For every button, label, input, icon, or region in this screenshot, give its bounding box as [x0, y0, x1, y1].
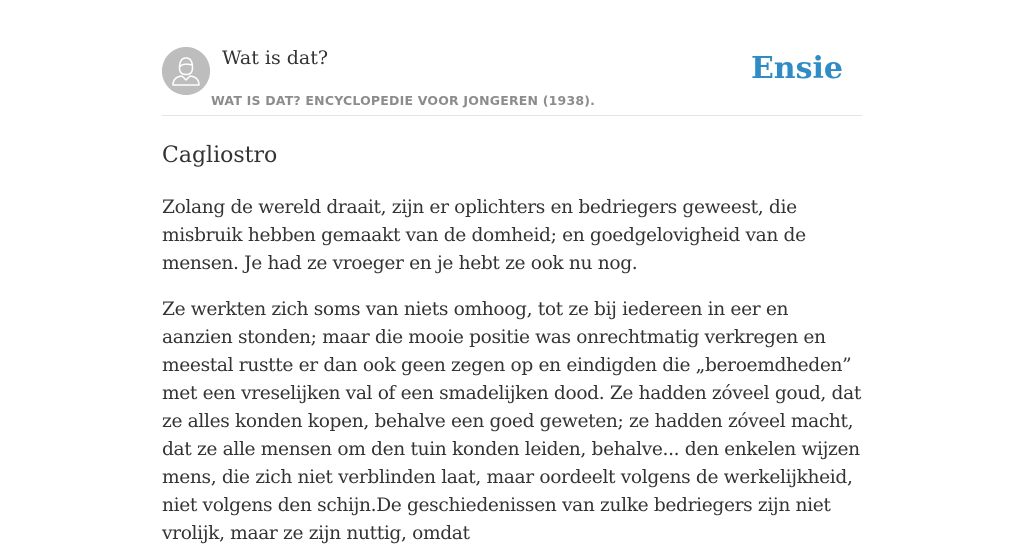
user-avatar-icon[interactable] — [162, 47, 210, 95]
site-subtitle[interactable]: WAT IS DAT? ENCYCLOPEDIE VOOR JONGEREN (1938). — [211, 93, 596, 108]
article-title: Cagliostro — [162, 143, 278, 168]
brand-logo[interactable]: Ensie — [750, 51, 843, 86]
article-paragraph: Ze werkten zich soms van niets omhoog, tot ze bij iedereen in eer en aanzien stonden; maar die mooie positie was onrechtmatig verkregen en meestal rustte er dan ook geen zegen op en eindigden die „beroemdheden” met een vreselijken val of een smadelijken dood. Ze hadden zóveel goud, dat ze alles konden kopen, behalve een goed geweten; ze hadden zóveel macht, dat ze alle mensen om den tuin konden leiden, behalve... den enkelen wijzen mens, die zich niet verblinden laat, maar oordeelt volgens de werkelijkheid, niet volgens den schijn.De geschiedenissen van zulke bedriegers zijn niet vrolijk, maar ze zijn nuttig, omdat — [162, 299, 861, 544]
page — [162, 0, 862, 548]
header — [162, 0, 862, 116]
site-title[interactable]: Wat is dat? — [222, 47, 329, 69]
article-paragraph: Zolang de wereld draait, zijn er oplichters en bedriegers geweest, die misbruik hebben gemaakt van de domheid; en goedgelovigheid van de mensen. Je had ze vroeger en je hebt ze ook nu nog. — [162, 197, 806, 274]
